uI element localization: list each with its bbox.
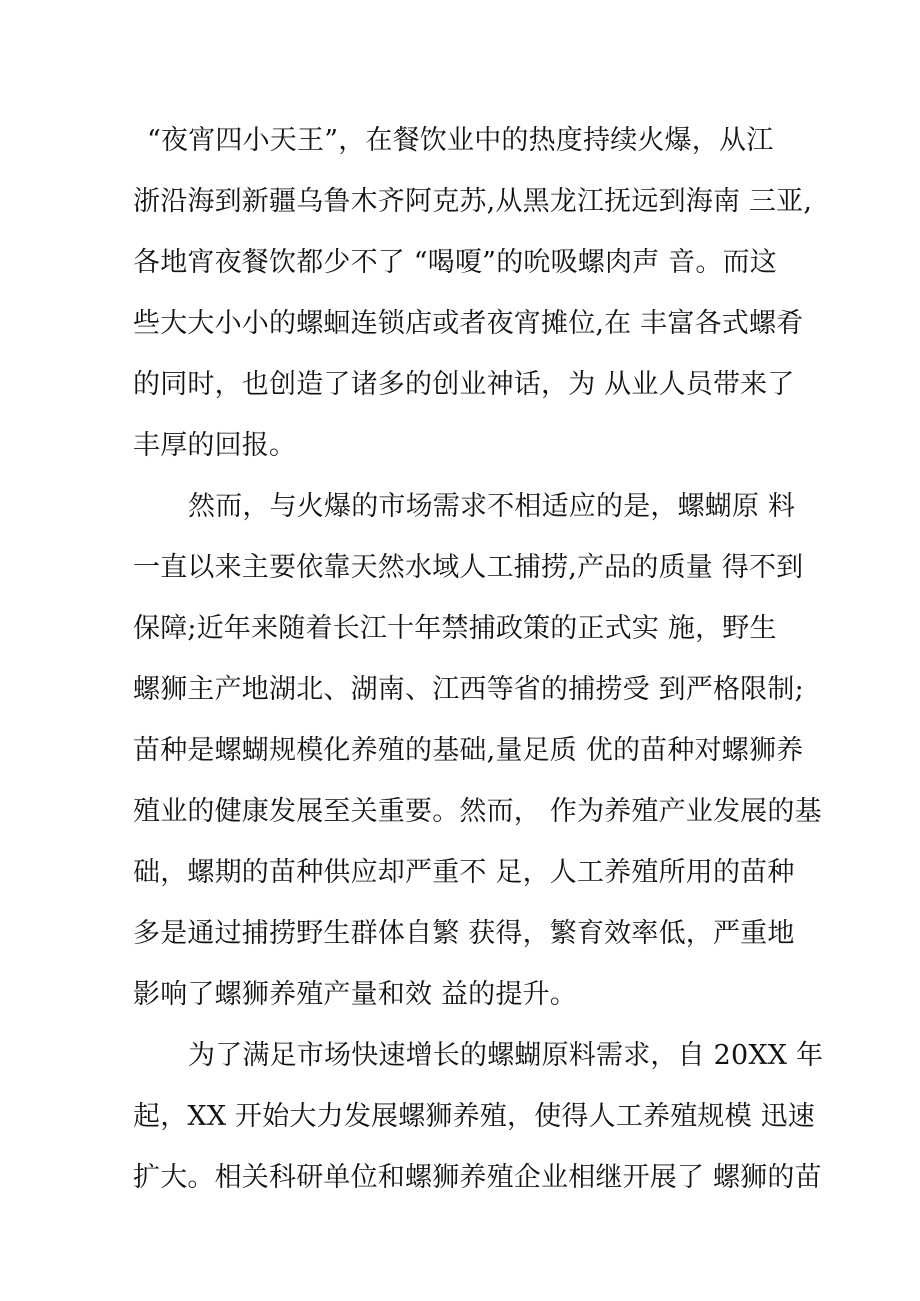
paragraph-2-line-1: 然而，与火爆的市场需求不相适应的是，螺蝴原 料 [188,491,796,522]
paragraph-3-line-3: 扩大。相关科研单位和螺狮养殖企业相继开展了 螺狮的苗 [133,1162,822,1193]
paragraph-2-line-8: 多是通过捕捞野生群体自繁 获得，繁育效率低，严重地 [133,918,795,949]
paragraph-1-line-5: 的同时，也创造了诸多的创业神话，为 从业人员带来了 [133,369,795,400]
paragraph-3-line-2: 起，XX 开始大力发展螺狮养殖，使得人工养殖规模 迅速 [133,1101,816,1132]
paragraph-2-line-9: 影响了螺狮养殖产量和效 益的提升。 [133,979,577,1010]
paragraph-2-line-4: 螺狮主产地湖北、湖南、江西等省的捕捞受 到严格限制; [133,674,804,705]
paragraph-1-line-1: “夜宵四小天王”，在餐饮业中的热度持续火爆，从江 [147,125,774,156]
paragraph-3-line-1: 为了满足市场快速增长的螺蝴原料需求，自 20XX 年 [188,1040,824,1071]
paragraph-2-line-6: 殖业的健康发展至关重要。然而， 作为养殖产业发展的基 [133,796,822,827]
paragraph-1-line-4: 些大大小小的螺蛔连锁店或者夜宵摊位,在 丰富各式螺肴 [133,308,804,339]
paragraph-2-line-7: 础，螺期的苗种供应却严重不 足，人工养殖所用的苗种 [133,857,795,888]
paragraph-2-line-2: 一直以来主要依靠天然水域人工捕捞,产品的质量 得不到 [133,552,804,583]
paragraph-1-line-6: 丰厚的回报。 [133,430,297,461]
paragraph-2-line-5: 苗种是螺蝴规模化养殖的基础,量足质 优的苗种对螺狮养 [133,735,804,766]
paragraph-1-line-2: 浙沿海到新疆乌鲁木齐阿克苏,从黑龙江抚远到海南 三亚, [133,186,813,217]
paragraph-1-line-3: 各地宵夜餐饮都少不了 “喝嗄”的吮吸螺肉声 音。而这 [133,247,777,278]
paragraph-2-line-3: 保障;近年来随着长江十年禁捕政策的正式实 施，野生 [133,613,777,644]
